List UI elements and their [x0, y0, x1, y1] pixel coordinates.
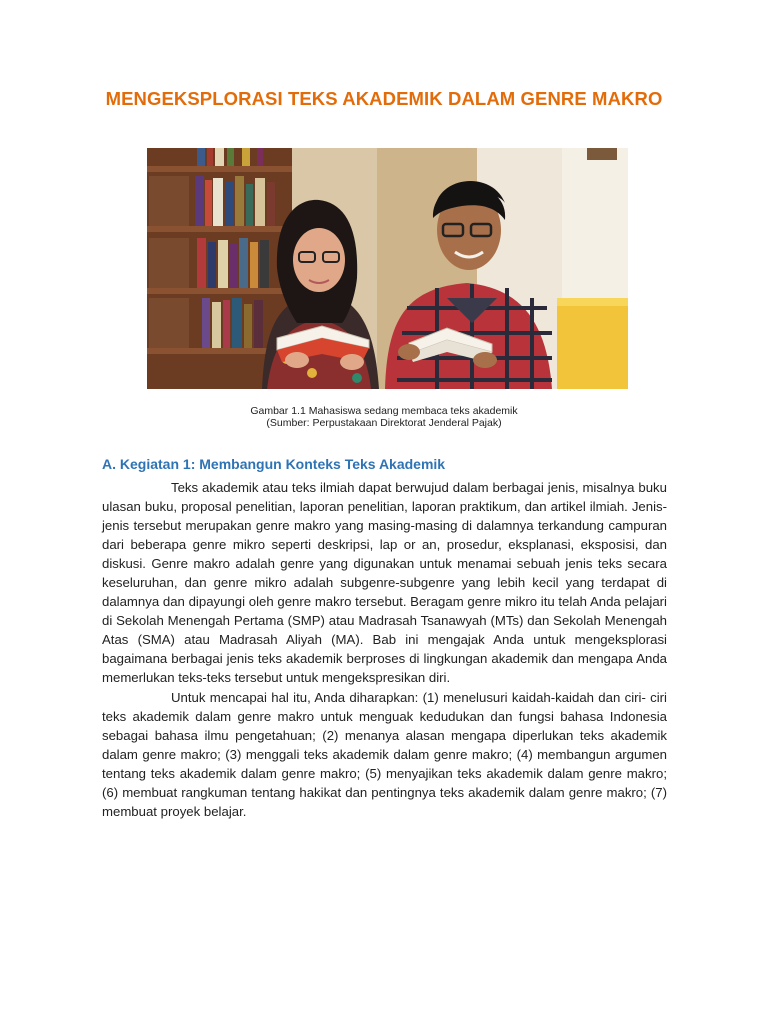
section-heading: A. Kegiatan 1: Membangun Konteks Teks Akademik: [102, 456, 446, 472]
body-text: [102, 478, 667, 821]
caption-line-2: (Sumber: Perpustakaan Direktorat Jenderal Pajak): [266, 417, 502, 429]
paragraph-2: Untuk mencapai hal itu, Anda diharapkan: (1) menelusuri kaidah-kaidah dan ciri- ciri teks akademik dalam genre makro untuk menguak kedudukan dan fungsi bahasa Indonesia sebagai bahasa ilmu pengetahuan; (2) menanya alasan mengapa diperlukan teks akademik dalam genre makro; (3) menggali teks akademik dalam genre makro; (4) membangun argumen tentang teks akademik dalam genre makro; (5) menyajikan teks akademik dalam genre makro; (6) membuat rangkuman tentang hakikat dan pentingnya teks akademik dalam genre makro; (7) membuat proyek belajar.: [102, 689, 667, 819]
document-title: MENGEKSPLORASI TEKS AKADEMIK DALAM GENRE MAKRO: [105, 88, 663, 109]
figure-caption: [0, 405, 768, 429]
paragraph-1: Teks akademik atau teks ilmiah dapat berwujud dalam berbagai jenis, misalnya buku ulasan buku, proposal penelitian, laporan penelitian, laporan praktikum, dan artikel ilmiah. Jenis-jenis tersebut merupakan genre makro yang masing-masing di dalamnya terkandung campuran dari beberapa genre mikro seperti deskripsi, lap or an, prosedur, eksplanasi, eksposisi, dan diskusi. Genre makro adalah genre yang digunakan untuk menamai sebuah jenis teks secara keseluruhan, dan genre mikro adalah subgenre-subgenre yang lebih kecil yang terdapat di dalamnya dan dipayungi oleh genre makro tersebut. Beragam genre mikro itu telah Anda pelajari di Sekolah Menengah Pertama (SMP) atau Madrasah Tsanawyah (MTs) dan Sekolah Menengah Atas (SMA) atau Madrasah Aliyah (MA). Bab ini mengajak Anda untuk mengeksplorasi bagaimana berbagai jenis teks akademik berproses di lingkungan akademik dan mengapa Anda memerlukan teks-teks tersebut untuk mengekspresikan diri.: [102, 480, 667, 686]
library-photo: [147, 148, 628, 389]
caption-line-1: Gambar 1.1 Mahasiswa sedang membaca teks akademik: [250, 405, 518, 417]
